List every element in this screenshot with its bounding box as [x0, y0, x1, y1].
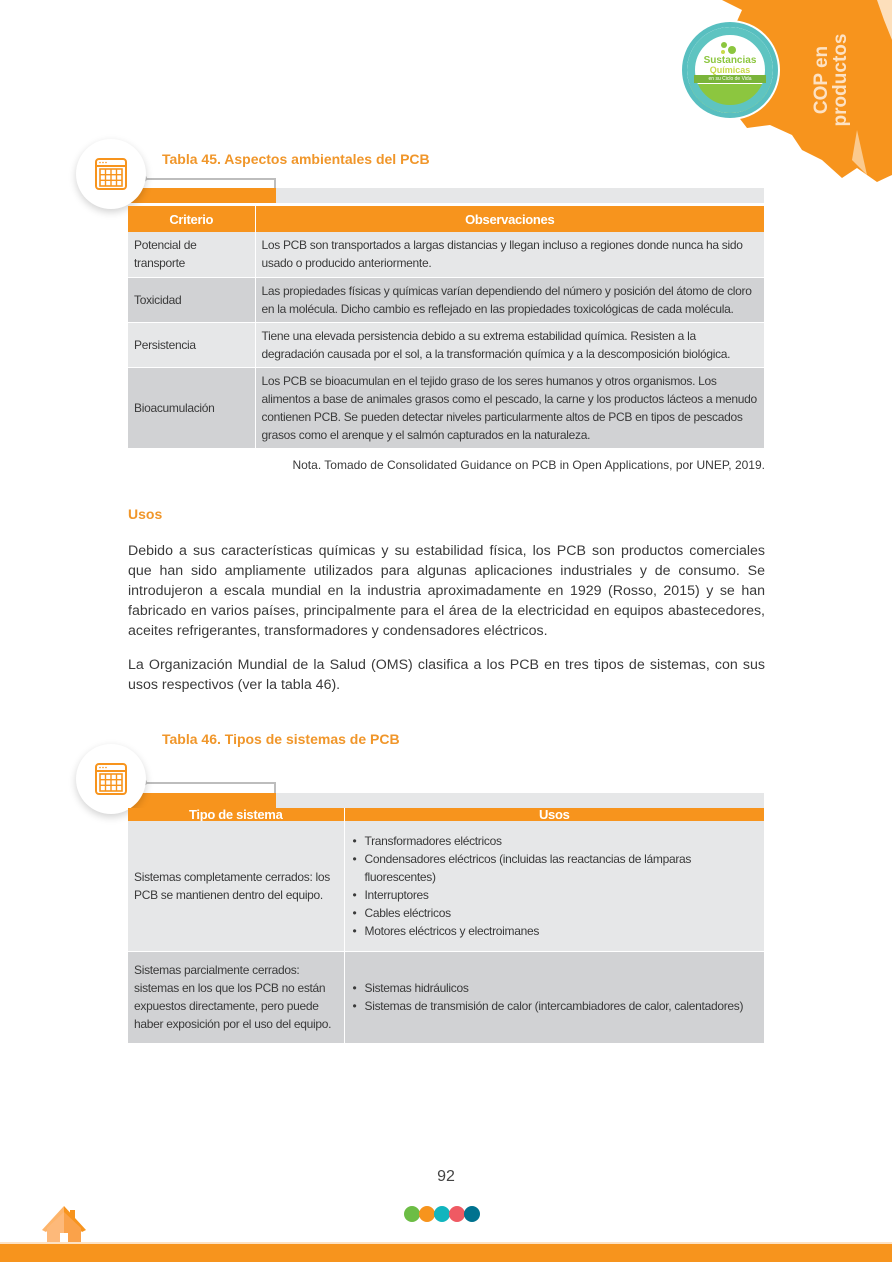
- section-label: COP en productos: [811, 33, 851, 127]
- table-icon-badge: [76, 139, 146, 209]
- page-number: 92: [437, 1168, 455, 1185]
- table-45-title: Tabla 45. Aspectos ambientales del PCB: [162, 151, 430, 167]
- criterio-cell: Toxicidad: [128, 277, 255, 322]
- column-header-usos: Usos: [344, 808, 765, 821]
- observaciones-cell: Las propiedades físicas y químicas varían dependiendo del número y posición del átomo de cloro en la molécula. Dicho cambio es reflejado en las propiedades toxicológicas de cada molécula.: [255, 277, 765, 322]
- usos-list: [351, 979, 759, 1015]
- home-icon[interactable]: [40, 1204, 88, 1246]
- dot-orange: [419, 1206, 435, 1222]
- list-item: • Motores eléctricos y electroimanes: [351, 922, 759, 940]
- criterio-cell: Persistencia: [128, 322, 255, 367]
- criterio-cell: Bioacumulación: [128, 367, 255, 448]
- usos-cell: [344, 951, 765, 1043]
- dot-coral: [449, 1206, 465, 1222]
- logo-band: en su Ciclo de Vida: [694, 75, 766, 83]
- observaciones-cell: Los PCB se bioacumulan en el tejido graso de los seres humanos y otros organismos. Los alimentos a base de animales grasos como el pescado, la carne y los productos lácteos a menudo contienen PCB. Se pueden detectar niveles particularmente altos de PCB en tipos de pescados grasos como el arenque y el salmón capturados en la naturaleza.: [255, 367, 765, 448]
- dot-green: [404, 1206, 420, 1222]
- table-row: [128, 951, 765, 1043]
- table-icon: [94, 157, 128, 191]
- list-item: • Sistemas hidráulicos: [351, 979, 759, 997]
- table-icon: [94, 762, 128, 796]
- table-row: [128, 277, 765, 322]
- table-row: [128, 367, 765, 448]
- table-tab-bar: [128, 793, 764, 808]
- tipo-cell: Sistemas parcialmente cerrados: sistemas en los que los PCB no están expuestos directamente, pero puede haber exposición por el uso del equipo.: [128, 951, 344, 1043]
- table-45-source-note: Nota. Tomado de Consolidated Guidance on PCB in Open Applications, por UNEP, 2019.: [292, 458, 765, 472]
- section-heading-usos: Usos: [128, 506, 163, 522]
- column-header-criterio: Criterio: [128, 206, 255, 232]
- paragraph-1: Debido a sus características químicas y su estabilidad física, los PCB son productos comerciales que han sido ampliamente utilizados para algunas aplicaciones industriales y de consumo. Se introdujeron a escala mundial en la industria aproximadamente en 1929 (Rosso, 2015) y se han fabricado en varios países, principalmente para el área de la electricidad en equipos abastecedores, aceites refrigerantes, transformadores y condensadores eléctricos.: [128, 543, 765, 639]
- table-row: [128, 322, 765, 367]
- list-item: • Interruptores: [351, 886, 759, 904]
- logo-title: Sustancias: [703, 54, 757, 66]
- sustancias-quimicas-logo: [682, 22, 778, 118]
- usos-cell: [344, 821, 765, 951]
- criterio-cell: Potencial de transporte: [128, 232, 255, 277]
- color-dots: [404, 1206, 479, 1222]
- table-46-title: Tabla 46. Tipos de sistemas de PCB: [162, 731, 400, 747]
- list-item: • Transformadores eléctricos: [351, 832, 759, 850]
- table-45: [128, 206, 765, 449]
- dot-teal: [434, 1206, 450, 1222]
- list-item: • Sistemas de transmisión de calor (intercambiadores de calor, calentadores): [351, 997, 759, 1015]
- table-icon-badge: [76, 744, 146, 814]
- table-row: [128, 821, 765, 951]
- table-46: [128, 808, 765, 1044]
- dot-petrol: [464, 1206, 480, 1222]
- footer-bar: [0, 1244, 892, 1262]
- logo-subtitle: Químicas: [709, 64, 751, 75]
- list-item: • Cables eléctricos: [351, 904, 759, 922]
- column-header-observaciones: Observaciones: [255, 206, 765, 232]
- usos-list: [351, 832, 759, 940]
- observaciones-cell: Los PCB son transportados a largas distancias y llegan incluso a regiones donde nunca ha sido usado o producido anteriormente.: [255, 232, 765, 277]
- paragraph-2: La Organización Mundial de la Salud (OMS) clasifica a los PCB en tres tipos de sistemas, con sus usos respectivos (ver la tabla 46).: [128, 657, 765, 693]
- observaciones-cell: Tiene una elevada persistencia debido a su extrema estabilidad química. Resisten a la degradación causada por el sol, a la transformación química y a la descomposición biológica.: [255, 322, 765, 367]
- list-item: • Condensadores eléctricos (incluidas las reactancias de lámparas fluorescentes): [351, 850, 759, 886]
- column-header-tipo-de-sistema: Tipo de sistema: [128, 808, 344, 821]
- table-tab-bar: [128, 188, 764, 203]
- table-row: [128, 232, 765, 277]
- tipo-cell: Sistemas completamente cerrados: los PCB se mantienen dentro del equipo.: [128, 821, 344, 951]
